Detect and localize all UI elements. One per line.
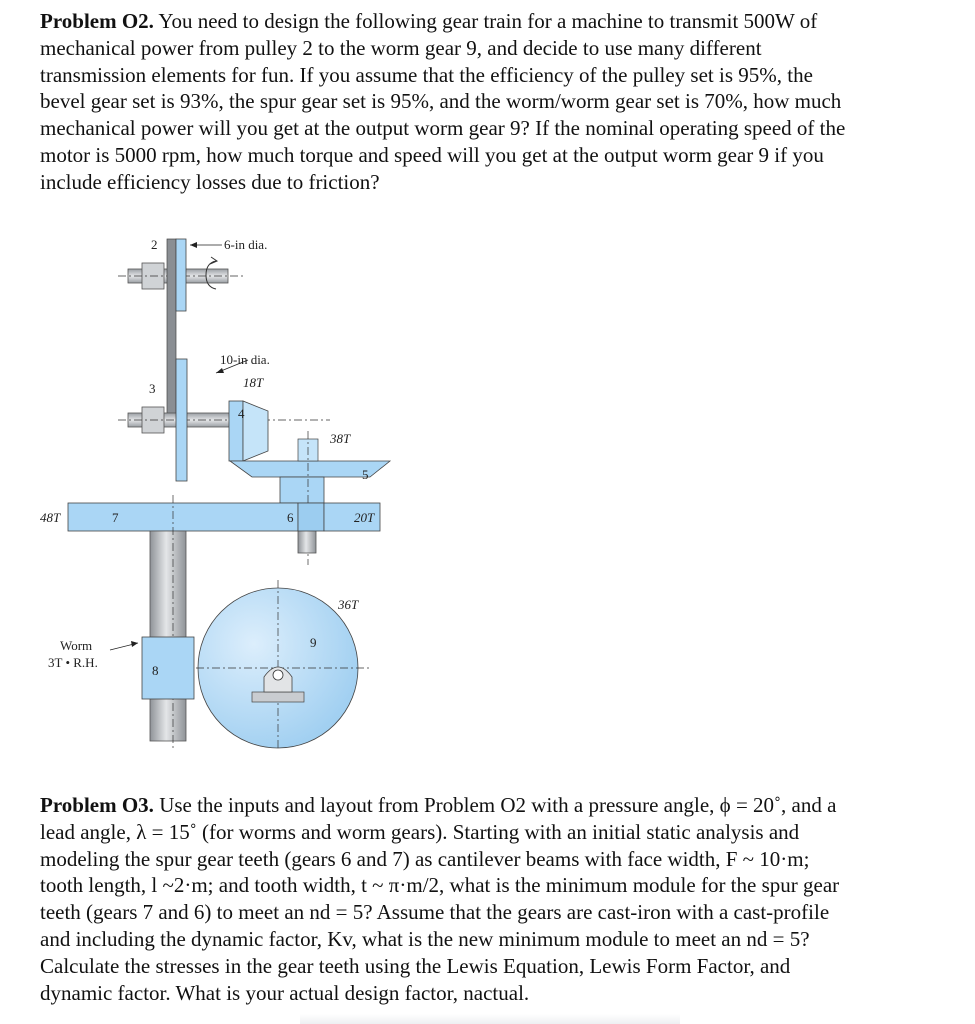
pulley-3 — [176, 359, 187, 481]
gear-train-figure — [30, 225, 400, 755]
gear-6-number: 6 — [287, 510, 294, 525]
gear-5-number: 5 — [362, 467, 369, 482]
problem-o2-line: transmission elements for fun. If you assume that the efficiency of the pulley set is 95%, the — [40, 62, 813, 87]
gear-9-number: 9 — [310, 635, 317, 650]
gear-7 — [68, 503, 298, 531]
worm-number: 8 — [152, 663, 159, 678]
pulley-3-number: 3 — [149, 381, 156, 396]
gear-6-teeth: 20T — [354, 510, 375, 525]
problem-o3-line: tooth length, l ~2·m; and tooth width, t ~ π·m/2, what is the minimum module for the spur gear — [40, 873, 840, 898]
gear-5-teeth: 38T — [330, 431, 351, 446]
problem-o2-heading: Problem O2. — [40, 9, 154, 33]
gear-7-teeth: 48T — [40, 510, 61, 525]
problem-o3-text — [40, 792, 940, 1006]
problem-o3-line: Calculate the stresses in the gear teeth using the Lewis Equation, Lewis Form Factor, and — [40, 953, 791, 978]
problem-o3-line: and including the dynamic factor, Kv, what is the new minimum module to meet an nd = 5? — [40, 926, 810, 951]
worm-8 — [142, 637, 194, 699]
pulley-3-diameter-label: 10-in dia. — [220, 352, 270, 367]
gear-4-teeth: 18T — [243, 375, 264, 390]
worm-spec: 3T • R.H. — [48, 655, 98, 670]
problem-o3-line: Use the inputs and layout from Problem O2 with a pressure angle, ϕ = 20˚, and a — [153, 793, 837, 817]
problem-o2-line: mechanical power will you get at the output worm gear 9? If the nominal operating speed of the — [40, 116, 846, 141]
problem-o3-line: teeth (gears 7 and 6) to meet an nd = 5? Assume that the gears are cast-iron with a cast-profile — [40, 900, 830, 925]
pulley-2-diameter-label: 6-in dia. — [224, 237, 268, 252]
pulley-2 — [176, 239, 186, 311]
problem-o2-text — [40, 8, 940, 196]
problem-o3-line: modeling the spur gear teeth (gears 6 and 7) as cantilever beams with face width, F ~ 10·m; — [40, 846, 810, 871]
middle-shaft — [118, 407, 330, 433]
worm-label: Worm — [60, 638, 93, 653]
problem-o3-line: dynamic factor. What is your actual design factor, nactual. — [40, 980, 530, 1005]
gear-4-number: 4 — [238, 406, 245, 421]
gear-7-number: 7 — [112, 510, 119, 525]
problem-o2-line: motor is 5000 rpm, how much torque and speed will you get at the output worm gear 9 if you — [40, 142, 824, 167]
problem-o2-line: mechanical power from pulley 2 to the worm gear 9, and decide to use many different — [40, 35, 762, 60]
belt — [167, 239, 176, 419]
gear-9-teeth: 36T — [338, 597, 359, 612]
problem-o3-line: lead angle, λ = 15˚ (for worms and worm gears). Starting with an initial static analysis and — [40, 819, 800, 844]
problem-o3-heading: Problem O3. — [40, 793, 154, 817]
worm-shaft — [150, 495, 186, 750]
problem-o2-line: include efficiency losses due to friction? — [40, 169, 380, 194]
problem-o2-line: bevel gear set is 93%, the spur gear set is 95%, and the worm/worm gear set is 70%, how much — [40, 89, 842, 114]
problem-o2-line: You need to design the following gear train for a machine to transmit 500W of — [153, 9, 818, 33]
pulley-2-number: 2 — [151, 237, 158, 252]
page-bottom-edge — [300, 1014, 680, 1024]
gear-4 — [229, 401, 268, 461]
